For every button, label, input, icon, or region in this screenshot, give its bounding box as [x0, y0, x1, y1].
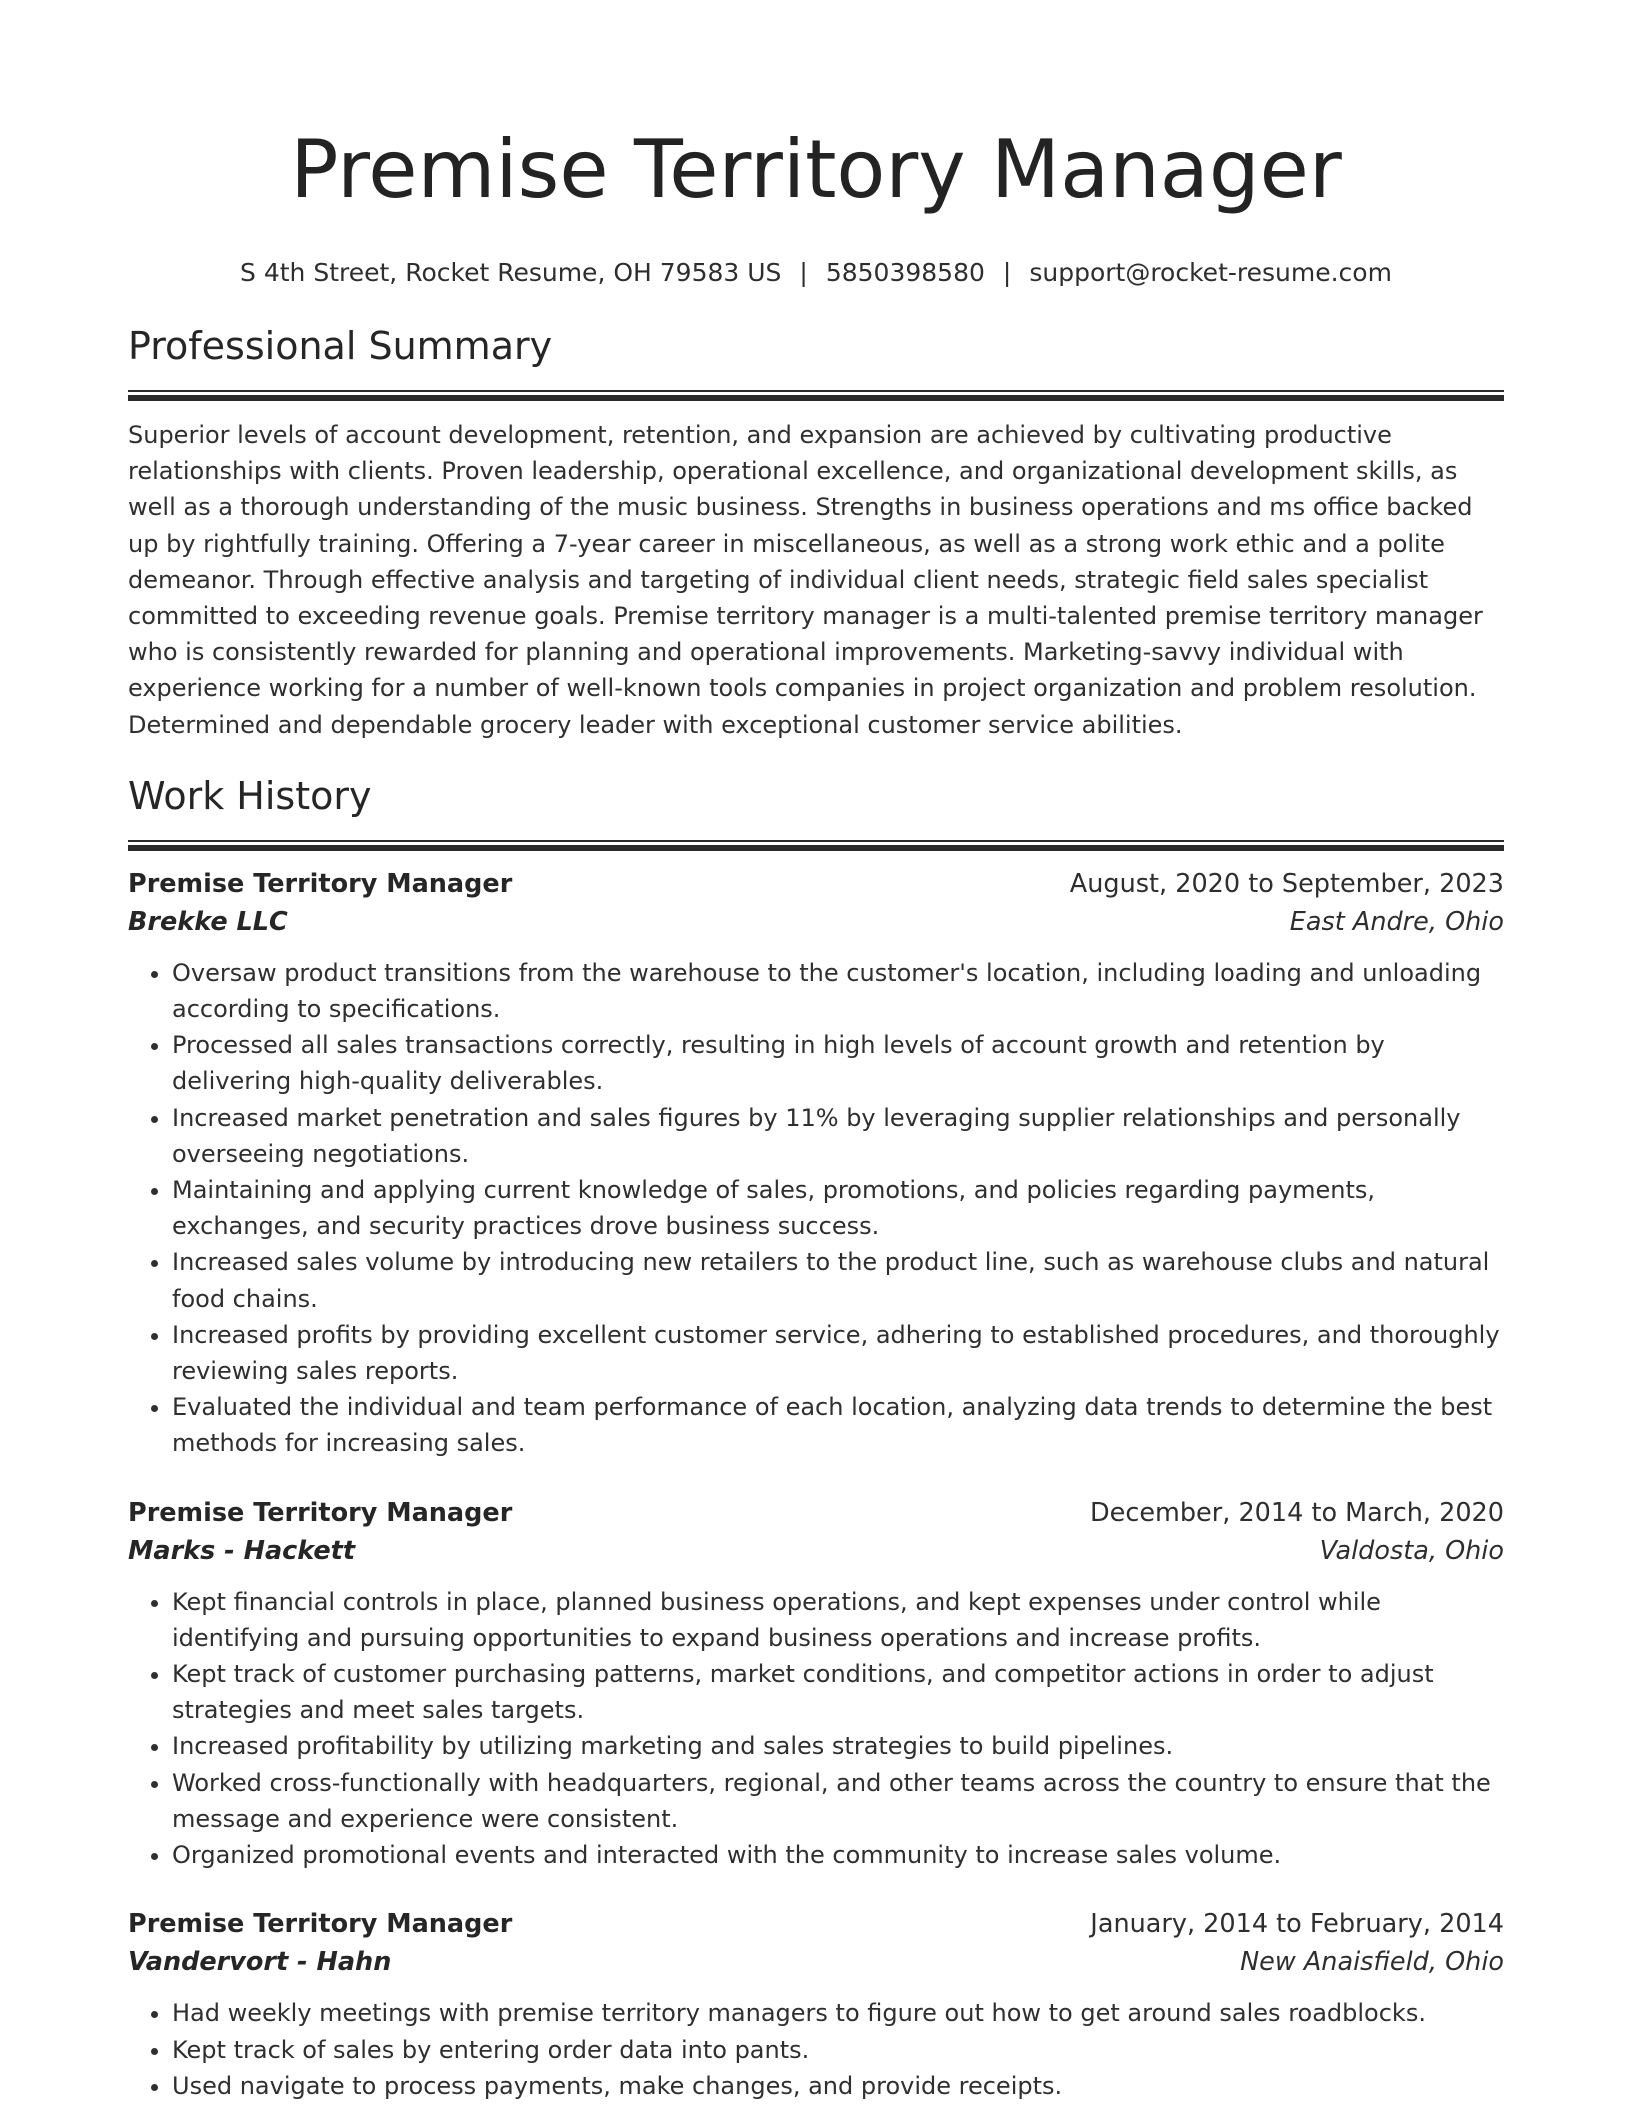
section-divider: [128, 840, 1504, 851]
job-bullet: • Processed all sales transactions correctly, resulting in high levels of account growth and retention by delivering high-quality deliverables.: [172, 1027, 1504, 1099]
job-entry: [128, 1494, 1504, 1874]
job-header: [128, 1905, 1504, 1943]
job-bullet: • Worked cross-functionally with headquarters, regional, and other teams across the country to ensure that the message and experience were consistent.: [172, 1765, 1504, 1837]
job-subheader: [128, 1532, 1504, 1570]
job-bullet: • Increased profitability by utilizing marketing and sales strategies to build pipelines.: [172, 1728, 1504, 1764]
summary-text: Superior levels of account development, retention, and expansion are achieved by cultivating productive relationships with clients. Proven leadership, operational excellence, and organizational development skills, as well as a thorough understanding of the music business. Strengths in business operations and ms office backed up by rightfully training. Offering a 7-year career in miscellaneous, as well as a strong work ethic and a polite demeanor. Through effective analysis and targeting of individual client needs, strategic field sales specialist committed to exceeding revenue goals. Premise territory manager is a multi-talented premise territory manager who is consistently rewarded for planning and operational improvements. Marketing-savvy individual with experience working for a number of well-known tools companies in project organization and problem resolution. Determined and dependable grocery leader with exceptional customer service abilities.: [128, 421, 1483, 739]
job-bullet: • Maintaining and applying current knowledge of sales, promotions, and policies regarding payments, exchanges, and security practices drove business success.: [172, 1172, 1504, 1244]
job-entry: [128, 1905, 1504, 2104]
job-entry: [128, 865, 1504, 1462]
contact-address: S 4th Street, Rocket Resume, OH 79583 US: [240, 258, 782, 287]
job-header: [128, 1494, 1504, 1532]
job-bullet: • Oversaw product transitions from the warehouse to the customer's location, including loading and unloading according to specifications.: [172, 955, 1504, 1027]
job-title: Premise Territory Manager: [128, 868, 513, 899]
job-bullets: [128, 955, 1504, 1462]
job-subheader: [128, 1943, 1504, 1981]
job-bullet: • Increased sales volume by introducing new retailers to the product line, such as warehouse clubs and natural food chains.: [172, 1244, 1504, 1316]
resume-page: [128, 0, 1504, 2104]
job-company: Vandervort - Hahn: [128, 1947, 392, 1978]
job-dates: January, 2014 to February, 2014: [1090, 1909, 1504, 1940]
job-bullet: • Kept financial controls in place, planned business operations, and kept expenses under control while identifying and pursuing opportunities to expand business operations and increase profits.: [172, 1584, 1504, 1656]
job-bullets: [128, 1584, 1504, 1874]
job-bullet: • Kept track of sales by entering order data into pants.: [172, 2032, 1504, 2068]
job-location: Valdosta, Ohio: [1319, 1535, 1504, 1566]
job-title: Premise Territory Manager: [128, 1909, 513, 1940]
section-title-summary: Professional Summary: [128, 324, 553, 368]
job-dates: August, 2020 to September, 2023: [1069, 868, 1504, 899]
section-divider: [128, 390, 1504, 401]
job-bullet: • Increased market penetration and sales figures by 11% by leveraging supplier relationships and personally overseeing negotiations.: [172, 1100, 1504, 1172]
job-location: New Anaisfield, Ohio: [1240, 1947, 1504, 1978]
contact-phone: 5850398580: [825, 258, 985, 287]
contact-email: support@rocket-resume.com: [1029, 258, 1392, 287]
job-subheader: [128, 903, 1504, 941]
resume-name: Premise Territory Manager: [290, 123, 1342, 216]
job-bullet: • Kept track of customer purchasing patterns, market conditions, and competitor actions in order to adjust strategies and meet sales targets.: [172, 1656, 1504, 1728]
job-bullet: • Increased profits by providing excellent customer service, adhering to established procedures, and thoroughly reviewing sales reports.: [172, 1317, 1504, 1389]
job-company: Marks - Hackett: [128, 1535, 356, 1566]
job-bullet: • Evaluated the individual and team performance of each location, analyzing data trends to determine the best methods for increasing sales.: [172, 1389, 1504, 1461]
job-title: Premise Territory Manager: [128, 1497, 513, 1528]
job-bullet: • Had weekly meetings with premise territory managers to figure out how to get around sales roadblocks.: [172, 1995, 1504, 2031]
job-bullet: • Used navigate to process payments, make changes, and provide receipts.: [172, 2068, 1504, 2104]
job-bullet: • Organized promotional events and interacted with the community to increase sales volume.: [172, 1837, 1504, 1873]
contact-separator: |: [1002, 258, 1012, 287]
contact-line: [128, 256, 1504, 290]
section-title-work-history: Work History: [128, 773, 372, 818]
job-location: East Andre, Ohio: [1289, 906, 1504, 937]
job-header: [128, 865, 1504, 903]
job-company: Brekke LLC: [128, 906, 288, 937]
job-bullets: [128, 1995, 1504, 2104]
contact-separator: |: [799, 258, 808, 287]
job-dates: December, 2014 to March, 2020: [1090, 1497, 1504, 1528]
